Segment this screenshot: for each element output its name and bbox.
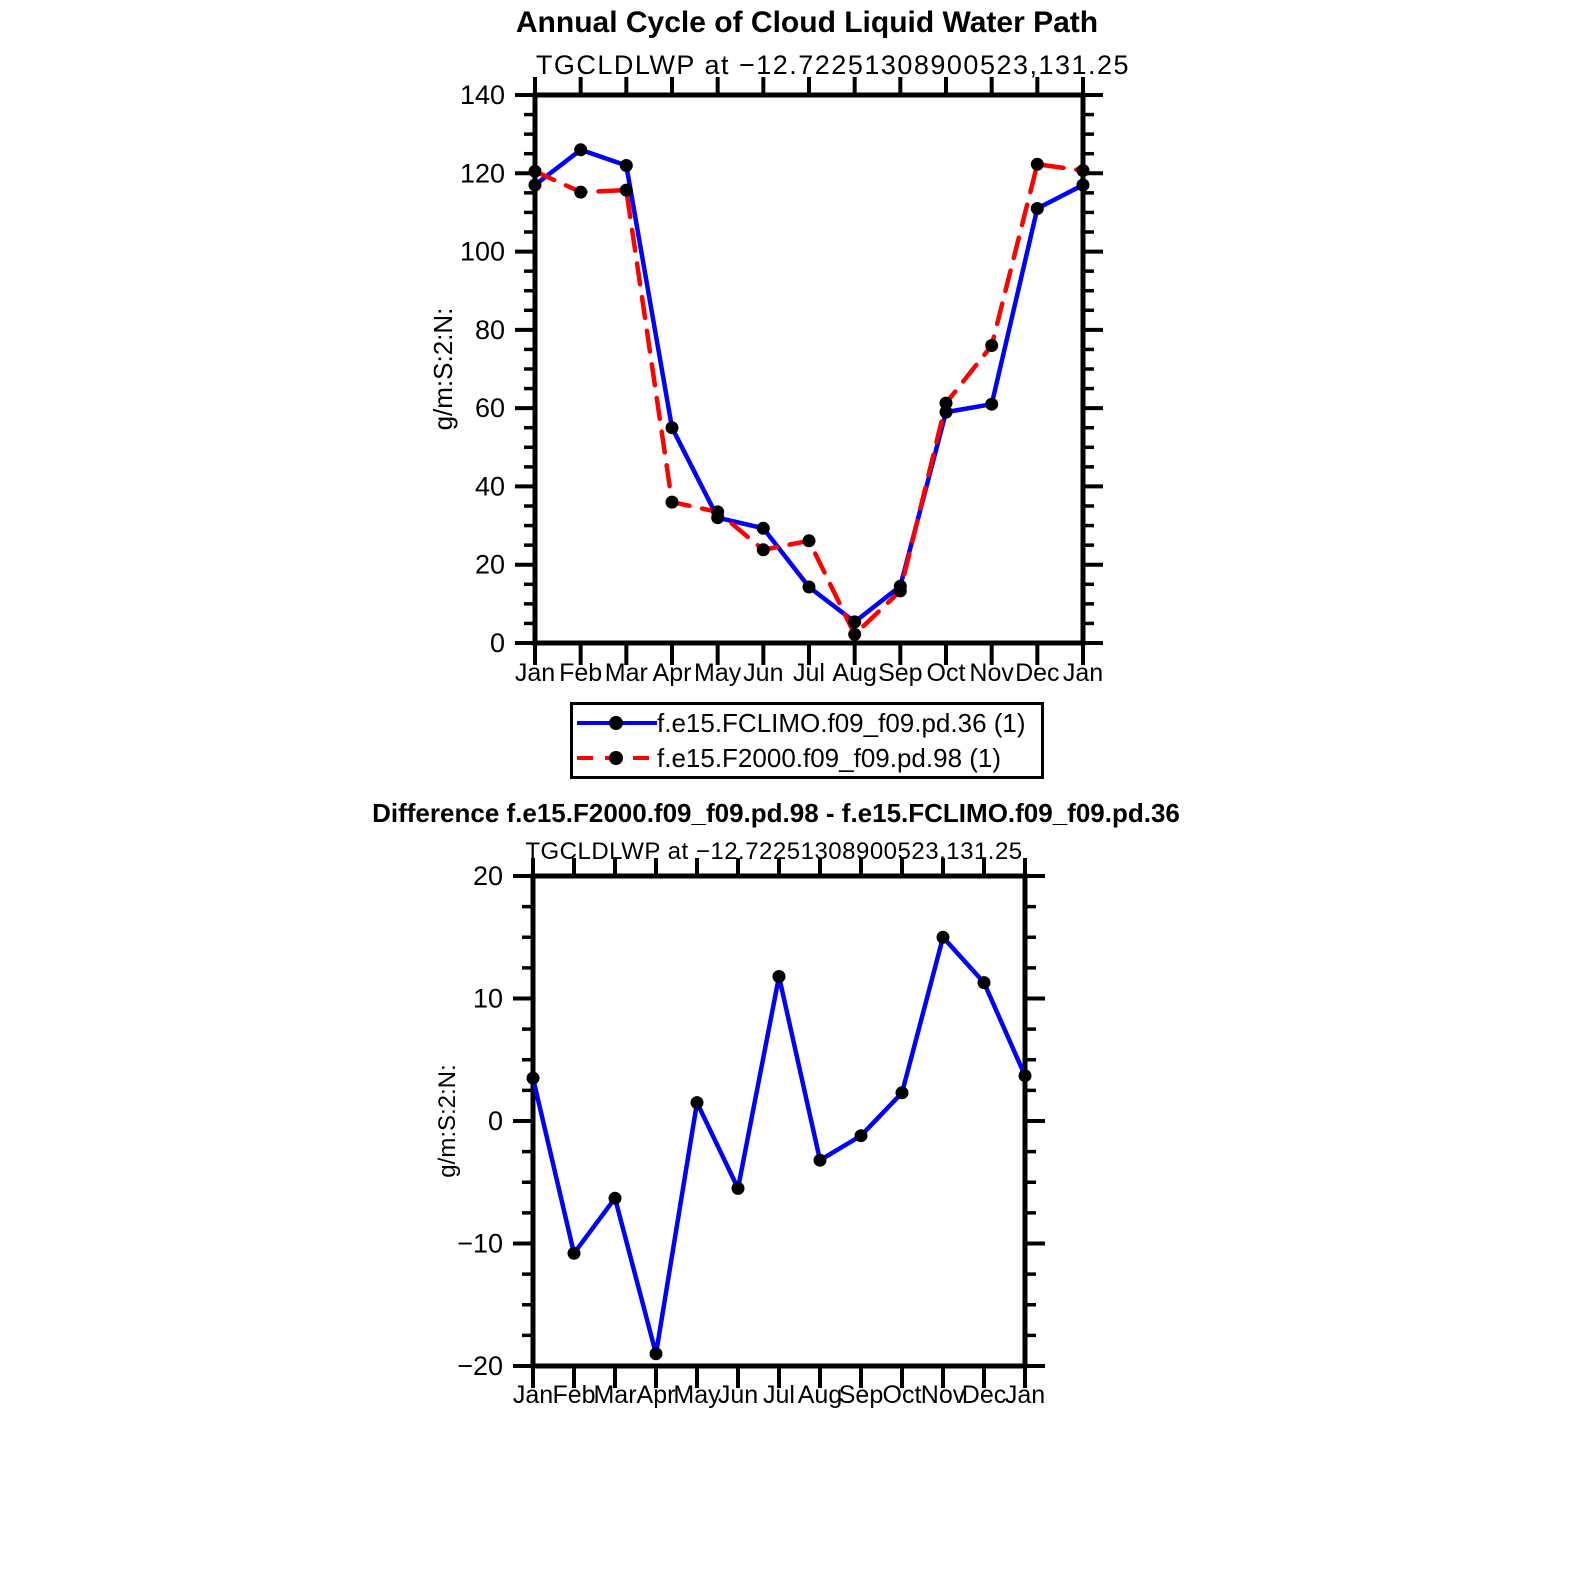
chart2-series-0-marker xyxy=(732,1182,745,1195)
chart2-xtick-label: Jul xyxy=(763,1381,795,1409)
chart1-series-1-marker xyxy=(711,505,724,518)
chart2-series-0-marker xyxy=(855,1129,868,1142)
chart2-xtick-label: Feb xyxy=(552,1381,596,1409)
legend-item-fclimo xyxy=(577,706,1037,740)
legend-line-dashed-icon xyxy=(577,748,657,768)
chart1-series-1-marker xyxy=(574,186,587,199)
chart1-series-1-marker xyxy=(1031,158,1044,171)
chart1-series-0-marker xyxy=(848,615,861,628)
chart1-ytick-label: 20 xyxy=(474,549,505,580)
chart1-ylabel: g/m:S:2:N: xyxy=(428,307,458,431)
chart2-ytick-label: 10 xyxy=(472,983,503,1014)
chart1-xtick-label: May xyxy=(694,659,742,687)
legend-marker-dot-icon xyxy=(609,716,623,730)
chart1-series-1-marker xyxy=(985,339,998,352)
chart1-xtick-label: Aug xyxy=(832,659,877,687)
chart1-series-1-marker xyxy=(803,534,816,547)
legend-marker-dot-icon xyxy=(609,751,623,765)
chart2-xtick-label: Aug xyxy=(797,1381,843,1409)
chart2-ytick-label: −10 xyxy=(457,1228,503,1259)
chart2-series-0-marker xyxy=(978,976,991,989)
chart1-series-0-marker xyxy=(574,143,587,156)
chart1-series-0-line xyxy=(535,150,1083,622)
chart1-ytick-label: 40 xyxy=(474,471,505,502)
chart1-xtick-label: Jul xyxy=(793,659,825,687)
chart1-xtick-label: Mar xyxy=(604,659,648,687)
chart1-plot-area xyxy=(428,77,1103,687)
chart2-xtick-label: Mar xyxy=(593,1381,637,1409)
chart2-series-0-marker xyxy=(691,1096,704,1109)
chart2-xtick-label: Dec xyxy=(961,1381,1007,1409)
legend-item-f2000 xyxy=(577,741,1037,775)
chart1-title: Annual Cycle of Cloud Liquid Water Path xyxy=(515,6,1099,39)
chart2-ytick-label: 0 xyxy=(487,1106,503,1136)
chart1-series-1-marker xyxy=(529,165,542,178)
chart1-series-0-marker xyxy=(620,159,633,172)
chart2-xtick-label: Jun xyxy=(717,1381,759,1409)
chart1-ytick-label: 140 xyxy=(459,80,505,110)
legend xyxy=(570,702,1044,779)
chart1-series-0-marker xyxy=(666,421,679,434)
chart1-xtick-label: Feb xyxy=(559,659,603,687)
chart1-xtick-label: Dec xyxy=(1015,659,1060,687)
chart2-xtick-label: Sep xyxy=(838,1381,884,1409)
chart2-subtitle: TGCLDLWP at −12.72251308900523,131.25 xyxy=(525,838,1023,865)
chart2-xtick-label: Oct xyxy=(882,1381,922,1409)
chart2-xtick-label: Apr xyxy=(636,1381,676,1409)
chart2-xtick-label: Jan xyxy=(512,1381,554,1409)
chart1-xtick-label: Oct xyxy=(926,659,966,687)
chart2-series-0-marker xyxy=(650,1347,663,1360)
chart2-ytick-label: 20 xyxy=(472,861,503,891)
chart1-series-1-line xyxy=(535,164,1083,634)
chart1-ytick-label: 120 xyxy=(459,158,505,189)
chart1-subtitle: TGCLDLWP at −12.72251308900523,131.25 xyxy=(535,50,1131,80)
chart1-xtick-label: Nov xyxy=(969,659,1014,687)
chart1-series-0-marker xyxy=(1077,179,1090,192)
chart1-xtick-label: Jan xyxy=(1062,659,1104,687)
chart1-ytick-label: 0 xyxy=(489,628,505,658)
chart1-series-1-marker xyxy=(1077,164,1090,177)
chart1-series-1-marker xyxy=(757,543,770,556)
chart2-xtick-label: Jan xyxy=(1004,1381,1046,1409)
legend-line-solid-icon xyxy=(577,713,657,733)
chart1-xtick-label: Apr xyxy=(652,659,692,687)
chart2-plot-area xyxy=(434,858,1045,1409)
chart2-xtick-label: May xyxy=(673,1381,721,1409)
chart1-series-1-marker xyxy=(894,584,907,597)
chart2-series-0-marker xyxy=(609,1192,622,1205)
chart1-series-1-marker xyxy=(848,628,861,641)
chart1-series-0-marker xyxy=(985,398,998,411)
chart2-series-0-marker xyxy=(568,1247,581,1260)
chart1-series-1-marker xyxy=(620,184,633,197)
chart2-series-0-marker xyxy=(773,970,786,983)
chart2-series-0-marker xyxy=(527,1072,540,1085)
chart2-ytick-label: −20 xyxy=(457,1351,503,1381)
chart1-ytick-label: 100 xyxy=(459,236,505,267)
chart2-series-0-marker xyxy=(937,931,950,944)
chart1-series-0-marker xyxy=(757,522,770,535)
chart1-series-1-marker xyxy=(940,397,953,410)
chart2-series-0-marker xyxy=(1019,1069,1032,1082)
chart1-series-0-marker xyxy=(1031,202,1044,215)
chart1-series-0-marker xyxy=(529,179,542,192)
chart1-series-0-marker xyxy=(803,581,816,594)
chart2-title: Difference f.e15.F2000.f09_f09.pd.98 - f.e15.FCLIMO.f09_f09.pd.36 xyxy=(372,798,1180,828)
chart2-series-0-line xyxy=(533,937,1025,1354)
chart1-xtick-label: Jun xyxy=(743,659,784,687)
chart1-series-1-marker xyxy=(666,496,679,509)
chart2-ylabel: g/m:S:2:N: xyxy=(434,1064,461,1178)
chart2-series-0-marker xyxy=(896,1086,909,1099)
chart1-ytick-label: 80 xyxy=(474,314,505,345)
chart1-xtick-label: Sep xyxy=(878,659,923,687)
chart2-series-0-marker xyxy=(814,1154,827,1167)
legend-label-f2000: f.e15.F2000.f09_f09.pd.98 (1) xyxy=(657,742,1002,773)
chart1-ytick-label: 60 xyxy=(474,393,505,424)
chart2-xtick-label: Nov xyxy=(920,1381,966,1409)
chart1-xtick-label: Jan xyxy=(514,659,556,687)
legend-label-fclimo: f.e15.FCLIMO.f09_f09.pd.36 (1) xyxy=(657,707,1026,738)
